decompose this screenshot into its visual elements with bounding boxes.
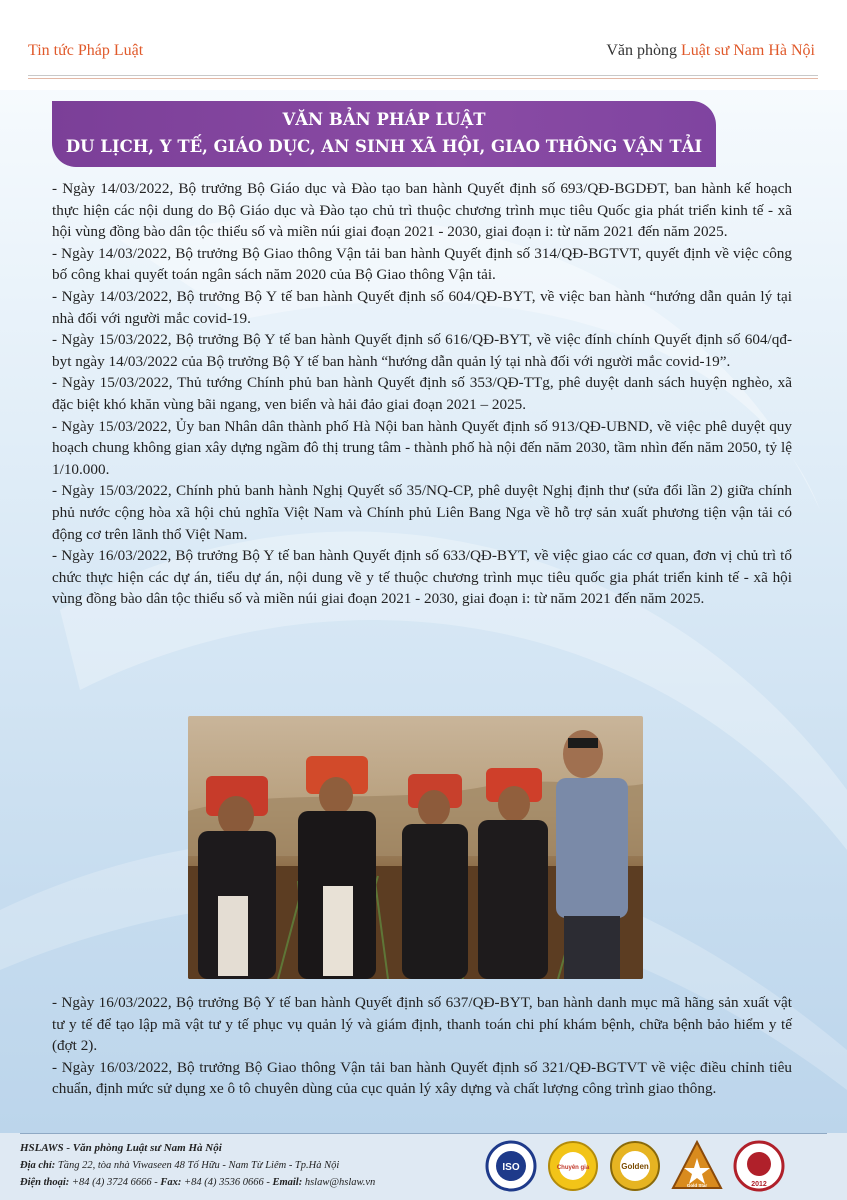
section-title	[52, 101, 716, 167]
header-category: Tin tức Pháp Luật	[28, 42, 144, 59]
header-divider-accent	[28, 78, 818, 79]
footer-email-label: Email:	[272, 1177, 303, 1188]
footer-firm-name: HSLAWS - Văn phòng Luật sư Nam Hà Nội	[20, 1142, 222, 1154]
news-item: - Ngày 16/03/2022, Bộ trưởng Bộ Y tế ban hành Quyết định số 637/QĐ-BYT, ban hành danh mục mã hãng sản xuất vật tư y tế để tạo lập mã vật tư y tế phục vụ quản lý và giám định, thanh toán chi phí khám bệnh, chữa bệnh bảo hiểm y tế (đợt 2).	[52, 994, 792, 1055]
person-1	[198, 776, 276, 979]
gold-star-badge-text: Gold Star	[686, 1183, 708, 1188]
article-body	[52, 178, 792, 610]
award-2012-badge-icon	[733, 1140, 785, 1192]
article-photo	[188, 716, 643, 979]
golden-badge-text: Golden	[621, 1162, 649, 1171]
iso-badge-icon	[485, 1140, 537, 1192]
footer-phone-value: +84 (4) 3724 6666 -	[69, 1177, 161, 1188]
award-badges	[485, 1140, 830, 1195]
gold-star-badge-icon	[671, 1140, 723, 1192]
header-firm-accent: Luật sư Nam Hà Nội	[681, 42, 815, 59]
footer-address	[20, 1160, 339, 1171]
news-item: - Ngày 15/03/2022, Ủy ban Nhân dân thành phố Hà Nội ban hành Quyết định số 913/QĐ-UBND, về việc phê duyệt quy hoạch chung không gian xây dựng ngầm đô thị trung tâm - thành phố hà nội đến năm 2030, tầm nhìn đến năm 2050, tỷ lệ 1/10.000.	[52, 417, 792, 478]
footer-address-label: Địa chỉ:	[20, 1160, 56, 1171]
header-bar	[0, 0, 847, 90]
news-item: - Ngày 15/03/2022, Chính phủ banh hành Nghị Quyết số 35/NQ-CP, phê duyệt Nghị định thư (sửa đổi lần 2) giữa chính phủ nước cộng hòa xã hội chủ nghĩa Việt Nam và Chính phủ Liên Bang Nga về hỗ trợ sản xuất phương tiện vận tải có động cơ trên lãnh thổ Việt Nam.	[52, 482, 792, 543]
footer-divider	[20, 1133, 827, 1134]
iso-badge-text: ISO	[502, 1162, 520, 1173]
news-item: - Ngày 14/03/2022, Bộ trưởng Bộ Giáo dục và Đào tạo ban hành Quyết định số 693/QĐ-BGDĐT, ban hành kế hoạch thực hiện các nội dung do Bộ Giáo dục và Đào tạo chủ trì thuộc chương trình mục tiêu Quốc gia phát triển kinh tế - xã hội vùng đồng bào dân tộc thiểu số và miền núi giai đoạn 2021 - 2030, giai đoạn i: từ năm 2021 đến năm 2025.	[52, 180, 792, 241]
news-item: - Ngày 15/03/2022, Thủ tướng Chính phủ ban hành Quyết định số 353/QĐ-TTg, phê duyệt danh sách huyện nghèo, xã đặc biệt khó khăn vùng bãi ngang, ven biển và hải đảo giai đoạn 2021 – 2025.	[52, 374, 792, 413]
footer-phone-label: Điện thoại:	[20, 1177, 70, 1188]
footer-address-value: Tầng 22, tòa nhà Viwaseen 48 Tố Hữu - Nam Từ Liêm - Tp.Hà Nội	[55, 1160, 340, 1171]
news-item: - Ngày 14/03/2022, Bộ trưởng Bộ Giao thông Vận tải ban hành Quyết định số 314/QĐ-BGTVT, quyết định về việc công bố công khai quyết toán ngân sách năm 2020 của Bộ Giao thông Vận tải.	[52, 244, 792, 284]
news-item: - Ngày 16/03/2022, Bộ trưởng Bộ Y tế ban hành Quyết định số 633/QĐ-BYT, về việc giao các cơ quan, đơn vị chủ trì tổ chức thực hiện các dự án, tiểu dự án, nội dung về y tế thuộc chương trình mục tiêu quốc gia phát triển kinh tế - xã hội vùng đồng bào dân tộc thiểu số và miền núi giai đoạn 2021 - 2030, giai đoạn i: từ năm 2021 đến năm 2025.	[52, 547, 792, 608]
footer-fax-label: Fax:	[160, 1177, 182, 1188]
section-title-line2: DU LỊCH, Y TẾ, GIÁO DỤC, AN SINH XÃ HỘI, GIAO THÔNG VẬN TẢI	[65, 137, 703, 156]
person-3	[402, 774, 468, 979]
footer-fax-value: +84 (4) 3536 0666 -	[181, 1177, 273, 1188]
news-item: - Ngày 16/03/2022, Bộ trưởng Bộ Giao thông Vận tải ban hành Quyết định số 321/QĐ-BGTVT về việc điều chỉnh tiêu chuẩn, định mức sử dụng xe ô tô chuyên dùng của cục quản lý xây dựng và chất lượng công trình giao thông.	[52, 1058, 792, 1098]
article-body-continued	[52, 992, 792, 1100]
golden-badge-icon	[609, 1140, 661, 1192]
news-item: - Ngày 15/03/2022, Bộ trưởng Bộ Y tế ban hành Quyết định số 616/QĐ-BYT, về việc đính chính Quyết định số 604/qđ-byt ngày 14/03/2022 của Bộ trưởng Bộ Y tế ban hành “hướng dẫn quản lý tại nhà đối với người mắc covid-19”.	[52, 331, 792, 370]
header-firm-prefix: Văn phòng	[606, 42, 682, 59]
footer-email-value: hslaw@hslaw.vn	[302, 1177, 376, 1188]
header-divider	[28, 75, 818, 76]
award-2012-badge-text: 2012	[751, 1181, 767, 1188]
footer-contact	[20, 1177, 375, 1188]
news-item: - Ngày 14/03/2022, Bộ trưởng Bộ Y tế ban hành Quyết định số 604/QĐ-BYT, về việc ban hành “hướng dẫn quản lý tại nhà đối với người mắc covid-19.	[52, 287, 792, 327]
article-photo-illustration	[188, 716, 643, 979]
expert-badge-text: Chuyên gia	[556, 1165, 590, 1171]
person-2	[298, 756, 376, 979]
person-4	[478, 768, 548, 979]
section-title-line1: VĂN BẢN PHÁP LUẬT	[282, 110, 486, 129]
expert-badge-icon	[547, 1140, 599, 1192]
header-firm-name	[606, 42, 815, 60]
